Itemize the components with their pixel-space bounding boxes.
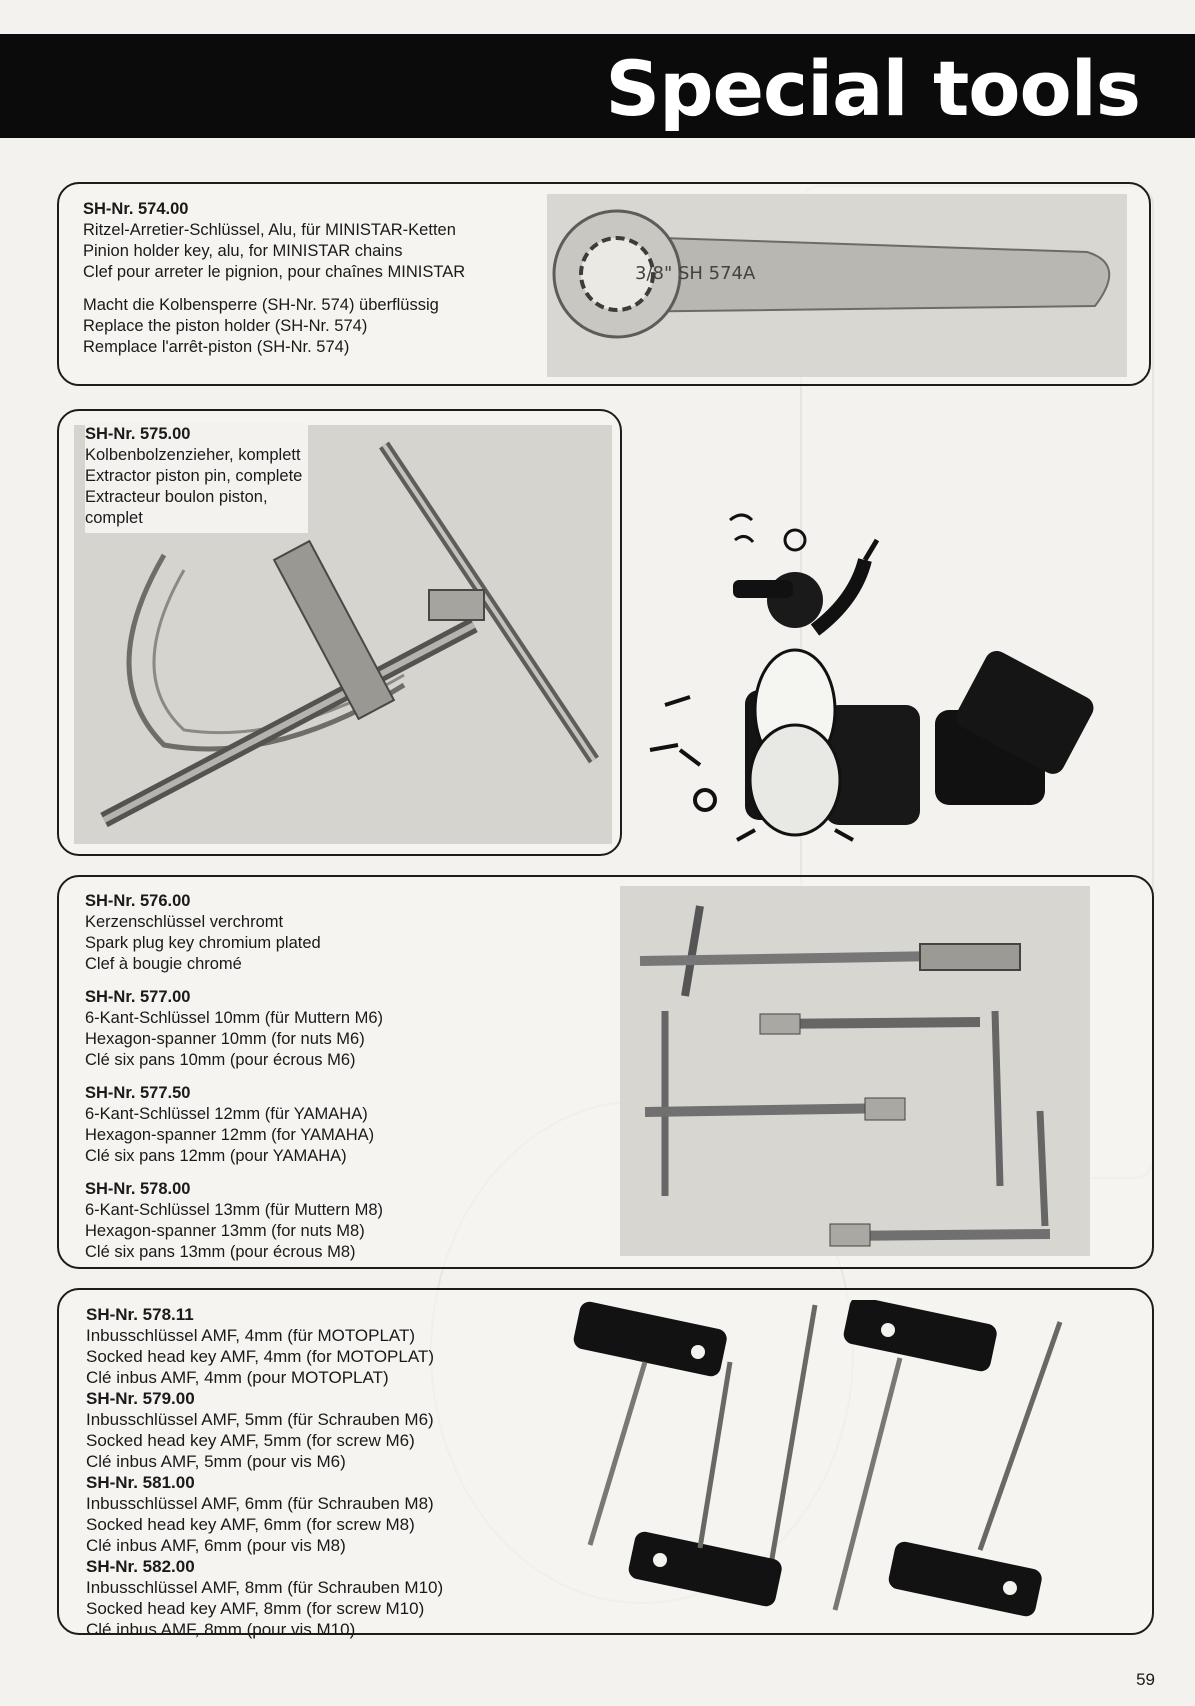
sku-label: SH-Nr. 577.00 xyxy=(85,988,191,1006)
description-line: Inbusschlüssel AMF, 4mm (für MOTOPLAT) xyxy=(86,1326,416,1345)
note-line: Macht die Kolbensperre (SH-Nr. 574) überflüssig xyxy=(83,296,439,314)
description-line: Extracteur boulon piston, xyxy=(85,488,268,506)
description-line: Clé inbus AMF, 5mm (pour vis M6) xyxy=(86,1452,346,1471)
description-line: Socked head key AMF, 8mm (for screw M10) xyxy=(86,1599,425,1618)
description-line: Socked head key AMF, 4mm (for MOTOPLAT) xyxy=(86,1347,434,1366)
sku-label: SH-Nr. 582.00 xyxy=(86,1557,195,1576)
description-line: Spark plug key chromium plated xyxy=(85,934,321,952)
description-line: Kolbenbolzenzieher, komplett xyxy=(85,446,301,464)
sku-label: SH-Nr. 575.00 xyxy=(85,425,191,443)
description-line: Clé inbus AMF, 6mm (pour vis M8) xyxy=(86,1536,346,1555)
description-line: Ritzel-Arretier-Schlüssel, Alu, für MINISTAR-Ketten xyxy=(83,221,456,239)
product-text-576-578 xyxy=(85,891,383,1263)
product-text-578-582 xyxy=(86,1305,443,1641)
description-line: Clef à bougie chromé xyxy=(85,955,242,973)
description-line: Pinion holder key, alu, for MINISTAR chains xyxy=(83,242,403,260)
mechanic-cartoon xyxy=(635,500,1155,855)
description-line: Clé inbus AMF, 4mm (pour MOTOPLAT) xyxy=(86,1368,389,1387)
description-line: Inbusschlüssel AMF, 5mm (für Schrauben M6) xyxy=(86,1410,434,1429)
sku-label: SH-Nr. 581.00 xyxy=(86,1473,195,1492)
description-line: Socked head key AMF, 6mm (for screw M8) xyxy=(86,1515,415,1534)
hex-keys-photo xyxy=(570,1300,1080,1620)
page-number: 59 xyxy=(1136,1670,1155,1689)
product-text-574 xyxy=(83,199,465,358)
description-line: Socked head key AMF, 5mm (for screw M6) xyxy=(86,1431,415,1450)
description-line: 6-Kant-Schlüssel 12mm (für YAMAHA) xyxy=(85,1105,368,1123)
sku-label: SH-Nr. 579.00 xyxy=(86,1389,195,1408)
note-line: Remplace l'arrêt-piston (SH-Nr. 574) xyxy=(83,338,350,356)
description-line: Inbusschlüssel AMF, 6mm (für Schrauben M8) xyxy=(86,1494,434,1513)
description-line: Hexagon-spanner 13mm (for nuts M8) xyxy=(85,1222,365,1240)
pinion-holder-key-photo xyxy=(547,194,1127,377)
description-line: Clé six pans 10mm (pour écrous M6) xyxy=(85,1051,356,1069)
description-line: Inbusschlüssel AMF, 8mm (für Schrauben M10) xyxy=(86,1578,444,1597)
description-line: 6-Kant-Schlüssel 10mm (für Muttern M6) xyxy=(85,1009,384,1027)
product-text-575 xyxy=(85,422,308,533)
note-line: Replace the piston holder (SH-Nr. 574) xyxy=(83,317,368,335)
description-line: Clé six pans 12mm (pour YAMAHA) xyxy=(85,1147,347,1165)
header-bar xyxy=(0,34,1195,138)
description-line: Kerzenschlüssel verchromt xyxy=(85,913,284,931)
engraving-text: 3/8" SH 574A xyxy=(635,263,756,284)
description-line: 6-Kant-Schlüssel 13mm (für Muttern M8) xyxy=(85,1201,384,1219)
description-line: Hexagon-spanner 12mm (for YAMAHA) xyxy=(85,1126,375,1144)
description-line: Clef pour arreter le pignion, pour chaînes MINISTAR xyxy=(83,263,466,281)
description-line: Clé six pans 13mm (pour écrous M8) xyxy=(85,1243,356,1261)
description-line: Extractor piston pin, complete xyxy=(85,467,303,485)
sku-label: SH-Nr. 577.50 xyxy=(85,1084,191,1102)
sku-label: SH-Nr. 578.00 xyxy=(85,1180,191,1198)
socket-spanners-photo xyxy=(620,886,1090,1256)
sku-label: SH-Nr. 574.00 xyxy=(83,200,189,218)
description-line: Clé inbus AMF, 8mm (pour vis M10) xyxy=(86,1620,356,1639)
sku-label: SH-Nr. 576.00 xyxy=(85,892,191,910)
description-line: complet xyxy=(85,509,143,527)
page-title: Special tools xyxy=(605,44,1140,133)
sku-label: SH-Nr. 578.11 xyxy=(86,1305,194,1324)
description-line: Hexagon-spanner 10mm (for nuts M6) xyxy=(85,1030,365,1048)
